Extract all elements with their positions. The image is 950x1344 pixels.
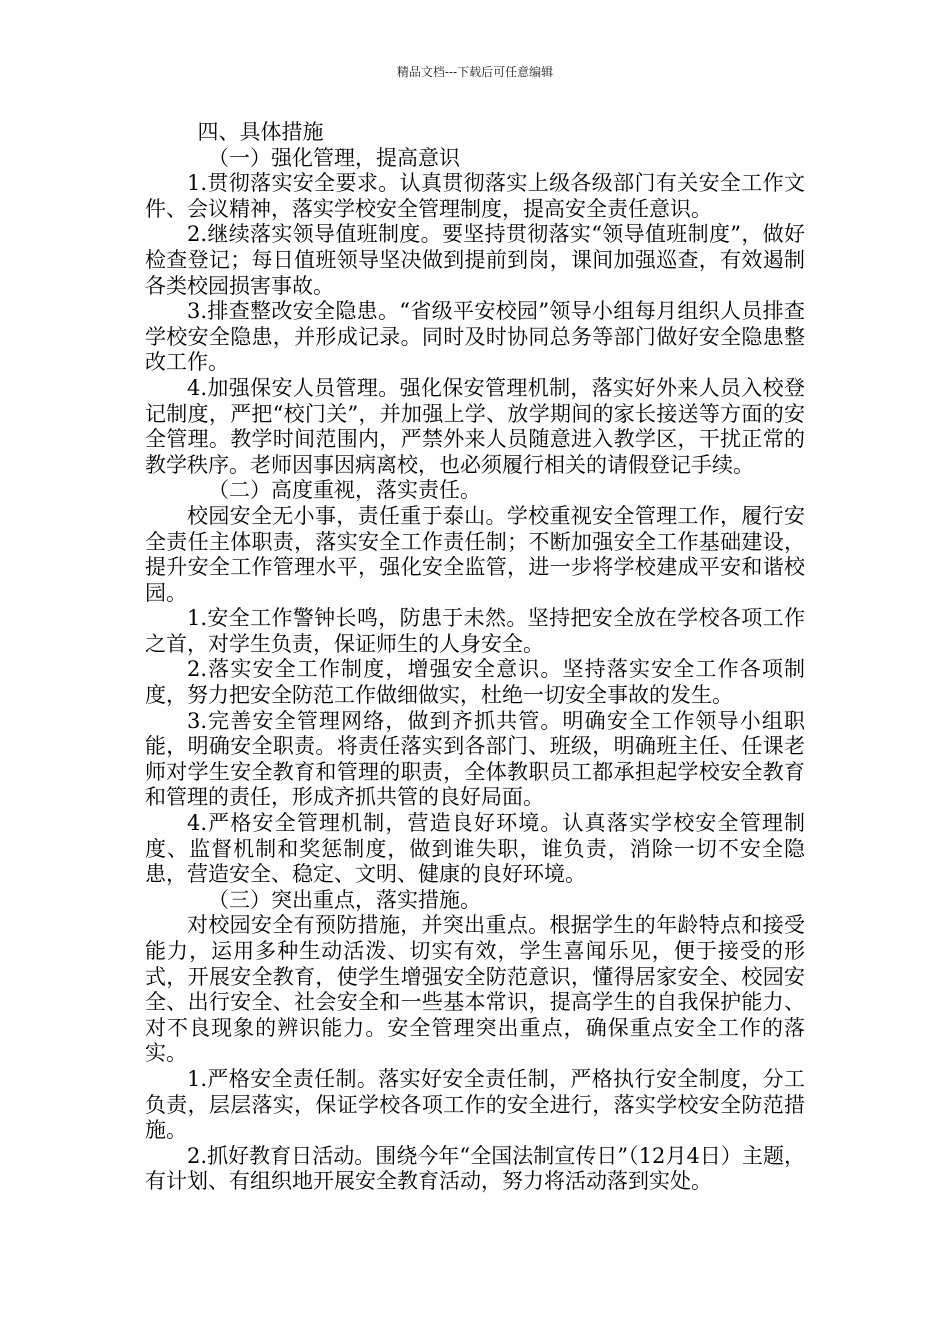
subsection-heading-2: （二）高度重视，落实责任。 [208,478,481,503]
section-heading: 四、具体措施 [197,120,324,144]
paragraph: 对校园安全有预防措施，并突出重点。根据学生的年龄特点和接受能力，运用多种生动活泼、切实有效，学生喜闻乐见，便于接受的形式，开展安全教育，使学生增强安全防范意识，懂得居家安全、校园安全、出行安全、社会安全和一些基本常识，提高学生的自我保护能力、对不良现象的辨识能力。安全管理突出重点，确保重点安全工作的落实。 [145,913,805,1066]
subsection-heading-1: （一）强化管理，提高意识 [208,145,460,170]
paragraph: 1.贯彻落实安全要求。认真贯彻落实上级各级部门有关安全工作文件、会议精神，落实学校安全管理制度，提高安全责任意识。 [145,171,805,221]
page-header: 精品文档---下载后可任意编辑 [396,65,554,79]
paragraph: 4.加强保安人员管理。强化保安管理机制，落实好外来人员入校登记制度，严把“校门关”，并加强上学、放学期间的家长接送等方面的安全管理。教学时间范围内，严禁外来人员随意进入教学区，干扰正常的教学秩序。老师因事因病离校，也必须履行相关的请假登记手续。 [145,375,805,477]
paragraph: 校园安全无小事，责任重于泰山。学校重视安全管理工作，履行安全责任主体职责，落实安全工作责任制；不断加强安全工作基础建设，提升安全工作管理水平，强化安全监管，进一步将学校建成平安和谐校园。 [145,503,805,605]
paragraph: 3.完善安全管理网络，做到齐抓共管。明确安全工作领导小组职能，明确安全职责。将责任落实到各部门、班级，明确班主任、任课老师对学生安全教育和管理的职责，全体教职员工都承担起学校安全教育和管理的责任，形成齐抓共管的良好局面。 [145,708,805,810]
paragraph: 1.严格安全责任制。落实好安全责任制，严格执行安全制度，分工负责，层层落实，保证学校各项工作的安全进行，落实学校安全防范措施。 [145,1066,805,1143]
subsection-heading-3: （三）突出重点，落实措施。 [208,887,481,912]
paragraph: 1.安全工作警钟长鸣，防患于未然。坚持把安全放在学校各项工作之首，对学生负责，保证师生的人身安全。 [145,606,805,656]
paragraph: 2.继续落实领导值班制度。要坚持贯彻落实“领导值班制度”，做好检查登记；每日值班领导坚决做到提前到岗，课间加强巡查，有效遏制各类校园损害事故。 [145,222,805,298]
paragraph: 4.严格安全管理机制，营造良好环境。认真落实学校安全管理制度、监督机制和奖惩制度，做到谁失职，谁负责，消除一切不安全隐患，营造安全、稳定、文明、健康的良好环境。 [145,811,805,887]
document-body [145,120,805,1195]
paragraph: 2.落实安全工作制度，增强安全意识。坚持落实安全工作各项制度，努力把安全防范工作做细做实，杜绝一切安全事故的发生。 [145,657,805,708]
paragraph: 2.抓好教育日活动。围绕今年“全国法制宣传日”（12月4日）主题，有计划、有组织地开展安全教育活动，努力将活动落到实处。 [145,1143,805,1194]
paragraph: 3.排查整改安全隐患。“省级平安校园”领导小组每月组织人员排查学校安全隐患，并形成记录。同时及时协同总务等部门做好安全隐患整改工作。 [145,299,805,375]
